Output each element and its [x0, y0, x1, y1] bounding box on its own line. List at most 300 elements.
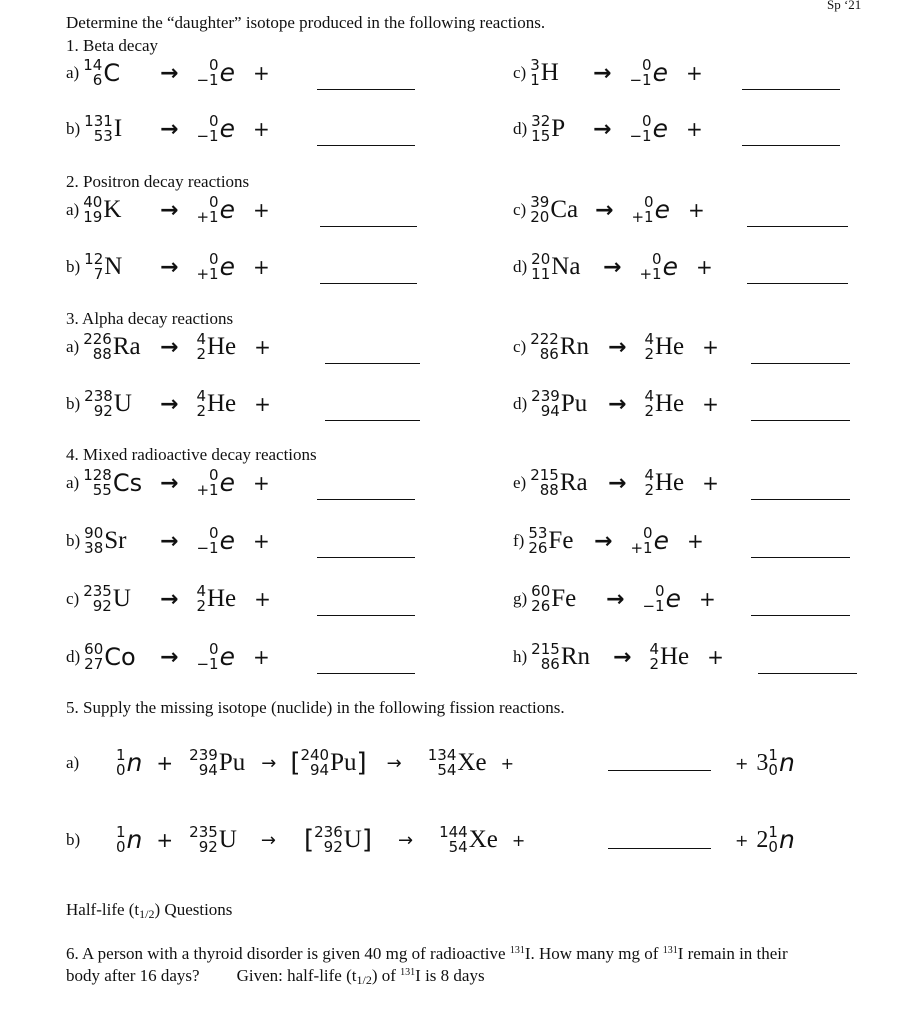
target-nuclide	[189, 748, 245, 778]
given-text: Given: half-life (t	[236, 966, 357, 985]
arrow-icon: →	[608, 470, 627, 496]
element-symbol: e	[652, 114, 668, 143]
decay-products	[160, 114, 270, 144]
parent-nuclide	[83, 195, 121, 225]
section-positron-heading: 2. Positron decay reactions	[66, 172, 250, 191]
mass-number: 0	[209, 466, 219, 484]
atomic-number: 26	[528, 539, 548, 557]
plus-sign: +	[685, 61, 703, 85]
parent-nuclide	[84, 252, 122, 282]
element-symbol: e	[665, 584, 681, 613]
mass-number: 3	[530, 56, 540, 74]
item-label: d)	[513, 257, 528, 276]
mass-number: 144	[439, 823, 468, 841]
item-label: e)	[513, 473, 527, 492]
atomic-number: +1	[639, 265, 662, 283]
atomic-number: 88	[539, 481, 559, 499]
element-symbol: C	[103, 59, 121, 87]
atomic-number: −1	[196, 127, 219, 145]
plus-sign: +	[687, 198, 705, 222]
parent-nuclide	[530, 58, 559, 88]
parent-nuclide	[531, 389, 587, 419]
atomic-number: 15	[531, 127, 551, 145]
atomic-number: 54	[437, 761, 457, 779]
decay-reaction-p2b	[66, 252, 122, 282]
element-symbol: Pu	[560, 390, 588, 417]
answer-blank[interactable]	[747, 283, 848, 284]
atomic-number: 88	[92, 345, 112, 363]
element-symbol: e	[219, 642, 235, 671]
plus-sign: +	[695, 255, 713, 279]
parent-nuclide	[530, 468, 587, 498]
decay-products	[160, 468, 270, 498]
q6-text: . How many mg of	[530, 944, 663, 963]
positron-particle	[196, 195, 235, 225]
fission-label: b)	[66, 830, 81, 849]
item-label: d)	[513, 394, 528, 413]
element-symbol: H	[540, 59, 559, 86]
plus-sign: +	[254, 587, 271, 611]
atomic-number: +1	[196, 265, 219, 283]
element-symbol: Na	[551, 253, 581, 280]
answer-blank[interactable]	[608, 848, 711, 849]
decay-products	[603, 252, 713, 282]
answer-blank[interactable]	[325, 363, 420, 364]
left-bracket: [	[290, 748, 301, 778]
atomic-number: 2	[196, 402, 206, 420]
mass-number: 215	[530, 466, 559, 484]
arrow-icon: →	[613, 644, 632, 670]
plus-sign: +	[686, 529, 704, 553]
decay-products	[606, 584, 716, 614]
fission-reaction-b	[66, 825, 525, 855]
mass-number: 0	[209, 193, 219, 211]
plus-sign: +	[252, 529, 270, 553]
mass-number: 0	[642, 112, 652, 130]
course-tag: Sp ‘21	[827, 0, 862, 12]
atomic-number: 92	[198, 838, 218, 856]
item-label: b)	[66, 257, 81, 276]
element-symbol: Pu	[218, 749, 246, 776]
product-nuclide	[439, 825, 498, 855]
mass-number: 4	[196, 582, 206, 600]
item-label: a)	[66, 63, 80, 82]
mass-number: 39	[530, 193, 550, 211]
mass-number: 0	[655, 582, 665, 600]
parent-nuclide	[531, 114, 565, 144]
arrow-icon: →	[608, 391, 627, 417]
mass-number: 0	[643, 524, 653, 542]
mass-number: 238	[84, 387, 113, 405]
beta-particle	[629, 58, 668, 88]
compound-nuclide	[314, 825, 362, 855]
element-symbol: Rn	[560, 643, 590, 670]
atomic-number: 26	[531, 597, 551, 615]
answer-blank[interactable]	[751, 499, 850, 500]
decay-reaction-a3b	[66, 389, 132, 419]
parent-nuclide	[83, 332, 140, 362]
halflife-subscript: 1/2	[356, 973, 372, 987]
answer-blank[interactable]	[317, 89, 415, 90]
parent-nuclide	[531, 642, 590, 672]
mass-number: 1	[768, 823, 778, 841]
plus-sign: +	[252, 471, 270, 495]
decay-products	[160, 195, 270, 225]
q6-text: 6. A person with a thyroid disorder is given 40 mg of radioactive	[66, 944, 510, 963]
target-nuclide	[189, 825, 237, 855]
answer-blank[interactable]	[751, 615, 850, 616]
element-symbol: n	[126, 825, 143, 854]
decay-products	[608, 332, 719, 362]
item-label: c)	[66, 589, 80, 608]
atomic-number: 2	[644, 402, 654, 420]
atomic-number: 94	[310, 761, 330, 779]
isotope-symbol: I	[524, 944, 531, 963]
arrow-icon: →	[160, 470, 179, 496]
arrow-icon: →	[386, 752, 402, 774]
arrow-icon: →	[595, 197, 614, 223]
atomic-number: 54	[448, 838, 468, 856]
element-symbol: Rn	[559, 333, 590, 360]
alpha-particle	[644, 389, 684, 419]
mass-number: 90	[84, 524, 104, 542]
neutron-products	[735, 825, 795, 855]
atomic-number: 94	[198, 761, 218, 779]
mass-number: 60	[531, 582, 551, 600]
element-symbol: U	[343, 826, 362, 853]
mass-number: 0	[209, 112, 219, 130]
mass-number: 1	[116, 746, 126, 764]
halflife-heading-post: ) Questions	[154, 900, 233, 919]
parent-nuclide	[530, 195, 578, 225]
alpha-particle	[196, 389, 236, 419]
plus-sign: +	[156, 828, 174, 852]
section-fission-heading: 5. Supply the missing isotope (nuclide) in the following fission reactions.	[66, 698, 565, 717]
element-symbol: Pu	[330, 749, 357, 776]
answer-blank[interactable]	[317, 499, 415, 500]
parent-nuclide	[83, 584, 131, 614]
atomic-number: 86	[539, 345, 559, 363]
mass-number: 1	[768, 746, 778, 764]
element-symbol: n	[778, 825, 795, 854]
plus-sign: +	[254, 335, 271, 359]
parent-nuclide	[84, 526, 126, 556]
mass-number: 4	[644, 466, 654, 484]
element-symbol: Xe	[468, 826, 498, 853]
plus-sign: +	[702, 471, 719, 495]
item-label: g)	[513, 589, 528, 608]
plus-sign: +	[702, 335, 719, 359]
mass-number: 131	[84, 112, 113, 130]
atomic-number: 2	[196, 345, 206, 363]
plus-sign: +	[707, 645, 724, 669]
element-symbol: Ra	[559, 469, 588, 496]
mass-number: 0	[209, 524, 219, 542]
parent-nuclide	[84, 642, 136, 672]
answer-blank[interactable]	[325, 420, 420, 421]
item-label: b)	[66, 119, 81, 138]
positron-particle	[196, 252, 235, 282]
mass-number: 0	[642, 56, 652, 74]
halflife-subscript: 1/2	[139, 907, 155, 921]
plus-sign: +	[735, 830, 749, 850]
neutron-nuclide	[116, 748, 142, 778]
arrow-icon: →	[603, 254, 622, 280]
atomic-number: 38	[84, 539, 104, 557]
beta-particle	[196, 58, 235, 88]
element-symbol: U	[112, 585, 131, 612]
parent-nuclide	[531, 252, 580, 282]
element-symbol: N	[104, 253, 123, 280]
decay-products	[593, 58, 703, 88]
answer-blank[interactable]	[747, 226, 848, 227]
plus-sign: +	[702, 392, 719, 416]
atomic-number: 92	[92, 597, 112, 615]
mass-number: 4	[196, 330, 206, 348]
item-label: d)	[513, 119, 528, 138]
mass-number: 32	[531, 112, 551, 130]
plus-sign: +	[252, 198, 270, 222]
arrow-icon: →	[593, 60, 612, 86]
decay-reaction-m4h	[513, 642, 590, 672]
answer-blank[interactable]	[751, 420, 850, 421]
atomic-number: 6	[92, 71, 103, 89]
mass-number: 0	[209, 640, 219, 658]
element-symbol: K	[103, 196, 122, 223]
arrow-icon: →	[397, 829, 414, 851]
alpha-particle	[644, 468, 684, 498]
mass-number: 235	[189, 823, 218, 841]
answer-blank[interactable]	[317, 615, 415, 616]
plus-sign: +	[511, 830, 526, 850]
mass-number: 236	[314, 823, 343, 841]
neutron-nuclide	[116, 825, 142, 855]
plus-sign: +	[698, 587, 716, 611]
answer-blank[interactable]	[317, 557, 415, 558]
product-nuclide	[428, 748, 487, 778]
element-symbol: Cs	[112, 469, 143, 497]
isotope-mass: 131	[400, 967, 416, 978]
answer-blank[interactable]	[317, 673, 415, 674]
item-label: f)	[513, 531, 525, 550]
answer-blank[interactable]	[320, 283, 417, 284]
atomic-number: 7	[93, 265, 104, 283]
parent-nuclide	[531, 584, 576, 614]
decay-reaction-b1d	[513, 114, 565, 144]
decay-reaction-m4f	[513, 526, 573, 556]
atomic-number: −1	[642, 597, 665, 615]
element-symbol: e	[219, 114, 235, 143]
answer-blank[interactable]	[317, 145, 415, 146]
atomic-number: 27	[84, 655, 104, 673]
mass-number: 4	[649, 640, 659, 658]
mass-number: 239	[189, 746, 218, 764]
decay-products	[160, 252, 270, 282]
arrow-icon: →	[261, 752, 277, 774]
alpha-particle	[196, 584, 236, 614]
mass-number: 53	[528, 524, 548, 542]
item-label: d)	[66, 647, 81, 666]
alpha-particle	[649, 642, 689, 672]
element-symbol: e	[652, 58, 668, 87]
element-symbol: P	[551, 115, 566, 142]
neutron-products	[735, 748, 795, 778]
neutron-coefficient: 2	[756, 827, 769, 853]
arrow-icon: →	[160, 586, 179, 612]
plus-sign: +	[252, 645, 270, 669]
mass-number: 4	[644, 387, 654, 405]
element-symbol: He	[206, 333, 237, 360]
parent-nuclide	[528, 526, 573, 556]
atomic-number: +1	[630, 539, 653, 557]
plus-sign: +	[685, 117, 703, 141]
plus-sign: +	[735, 753, 749, 773]
element-symbol: Xe	[457, 749, 487, 776]
element-symbol: n	[778, 748, 795, 777]
item-label: b)	[66, 394, 81, 413]
arrow-icon: →	[606, 586, 625, 612]
plus-sign: +	[252, 61, 270, 85]
decay-products	[160, 584, 271, 614]
instructions: Determine the “daughter” isotope produced in the following reactions.	[66, 13, 546, 32]
plus-sign: +	[254, 392, 271, 416]
element-symbol: He	[654, 333, 685, 360]
mass-number: 0	[209, 56, 219, 74]
arrow-icon: →	[160, 197, 179, 223]
element-symbol: Sr	[104, 527, 127, 554]
answer-blank[interactable]	[320, 226, 417, 227]
beta-particle	[642, 584, 681, 614]
element-symbol: e	[662, 252, 678, 281]
element-symbol: e	[653, 526, 669, 555]
element-symbol: Ra	[112, 333, 141, 360]
arrow-icon: →	[160, 60, 179, 86]
answer-blank[interactable]	[751, 363, 850, 364]
arrow-icon: →	[160, 254, 179, 280]
mass-number: 128	[83, 466, 112, 484]
answer-blank[interactable]	[758, 673, 857, 674]
element-symbol: n	[126, 748, 143, 777]
parent-nuclide	[83, 468, 142, 498]
arrow-icon: →	[160, 391, 179, 417]
mass-number: 14	[83, 56, 103, 74]
arrow-icon: →	[593, 116, 612, 142]
plus-sign: +	[252, 117, 270, 141]
element-symbol: Ca	[550, 196, 579, 223]
atomic-number: −1	[196, 71, 219, 89]
mass-number: 215	[531, 640, 560, 658]
atomic-number: 0	[768, 838, 778, 856]
decay-products	[593, 114, 703, 144]
decay-products	[595, 195, 705, 225]
atomic-number: 53	[93, 127, 113, 145]
parent-nuclide	[84, 389, 132, 419]
mass-number: 12	[84, 250, 104, 268]
neutron-nuclide	[768, 825, 794, 855]
right-bracket: ]	[361, 825, 372, 855]
given-text: I is 8 days	[415, 966, 485, 985]
mass-number: 134	[427, 746, 457, 764]
atomic-number: 2	[196, 597, 206, 615]
atomic-number: 11	[531, 265, 551, 283]
atomic-number: 0	[116, 838, 126, 856]
mass-number: 0	[644, 193, 654, 211]
decay-products	[608, 468, 719, 498]
parent-nuclide	[530, 332, 589, 362]
beta-particle	[629, 114, 668, 144]
element-symbol: Fe	[551, 585, 577, 612]
halflife-heading-pre: Half-life (t	[66, 900, 140, 919]
fission-label: a)	[66, 753, 80, 772]
arrow-icon: →	[160, 528, 179, 554]
element-symbol: Co	[104, 643, 136, 671]
decay-products	[608, 389, 719, 419]
positron-particle	[630, 526, 669, 556]
arrow-icon: →	[160, 644, 179, 670]
halflife-heading	[66, 900, 232, 922]
decay-reaction-a3d	[513, 389, 587, 419]
atomic-number: 20	[530, 208, 550, 226]
atomic-number: +1	[631, 208, 654, 226]
decay-products	[594, 526, 704, 556]
element-symbol: I	[113, 115, 123, 142]
answer-blank[interactable]	[742, 89, 840, 90]
mass-number: 40	[83, 193, 103, 211]
beta-particle	[196, 642, 235, 672]
isotope-mass: 131	[509, 945, 525, 956]
item-label: a)	[66, 337, 80, 356]
element-symbol: He	[206, 390, 237, 417]
question-6-line-2	[66, 966, 485, 988]
element-symbol: e	[219, 195, 235, 224]
decay-products	[160, 389, 271, 419]
atomic-number: 92	[93, 402, 113, 420]
neutron-coefficient: 3	[756, 750, 769, 776]
decay-reaction-b1c	[513, 58, 559, 88]
mass-number: 60	[84, 640, 104, 658]
mass-number: 20	[531, 250, 551, 268]
atomic-number: 1	[530, 71, 540, 89]
atomic-number: 86	[540, 655, 560, 673]
arrow-icon: →	[260, 829, 276, 851]
decay-reaction-m4c	[66, 584, 131, 614]
atomic-number: 92	[323, 838, 343, 856]
fission-reaction-a	[66, 748, 514, 778]
mass-number: 226	[83, 330, 112, 348]
alpha-particle	[644, 332, 684, 362]
item-label: c)	[513, 63, 527, 82]
answer-blank[interactable]	[608, 770, 711, 771]
item-label: h)	[513, 647, 528, 666]
atomic-number: 19	[83, 208, 103, 226]
decay-products	[160, 642, 270, 672]
decay-reaction-m4d	[66, 642, 136, 672]
beta-particle	[196, 114, 235, 144]
decay-products	[160, 526, 270, 556]
item-label: c)	[513, 200, 527, 219]
arrow-icon: →	[608, 334, 627, 360]
atomic-number: 0	[116, 761, 126, 779]
beta-particle	[196, 526, 235, 556]
element-symbol: He	[659, 643, 690, 670]
answer-blank[interactable]	[751, 557, 850, 558]
plus-sign: +	[156, 751, 174, 775]
decay-reaction-p2d	[513, 252, 580, 282]
mass-number: 222	[530, 330, 559, 348]
answer-blank[interactable]	[742, 145, 840, 146]
atomic-number: 2	[649, 655, 659, 673]
atomic-number: −1	[629, 127, 652, 145]
